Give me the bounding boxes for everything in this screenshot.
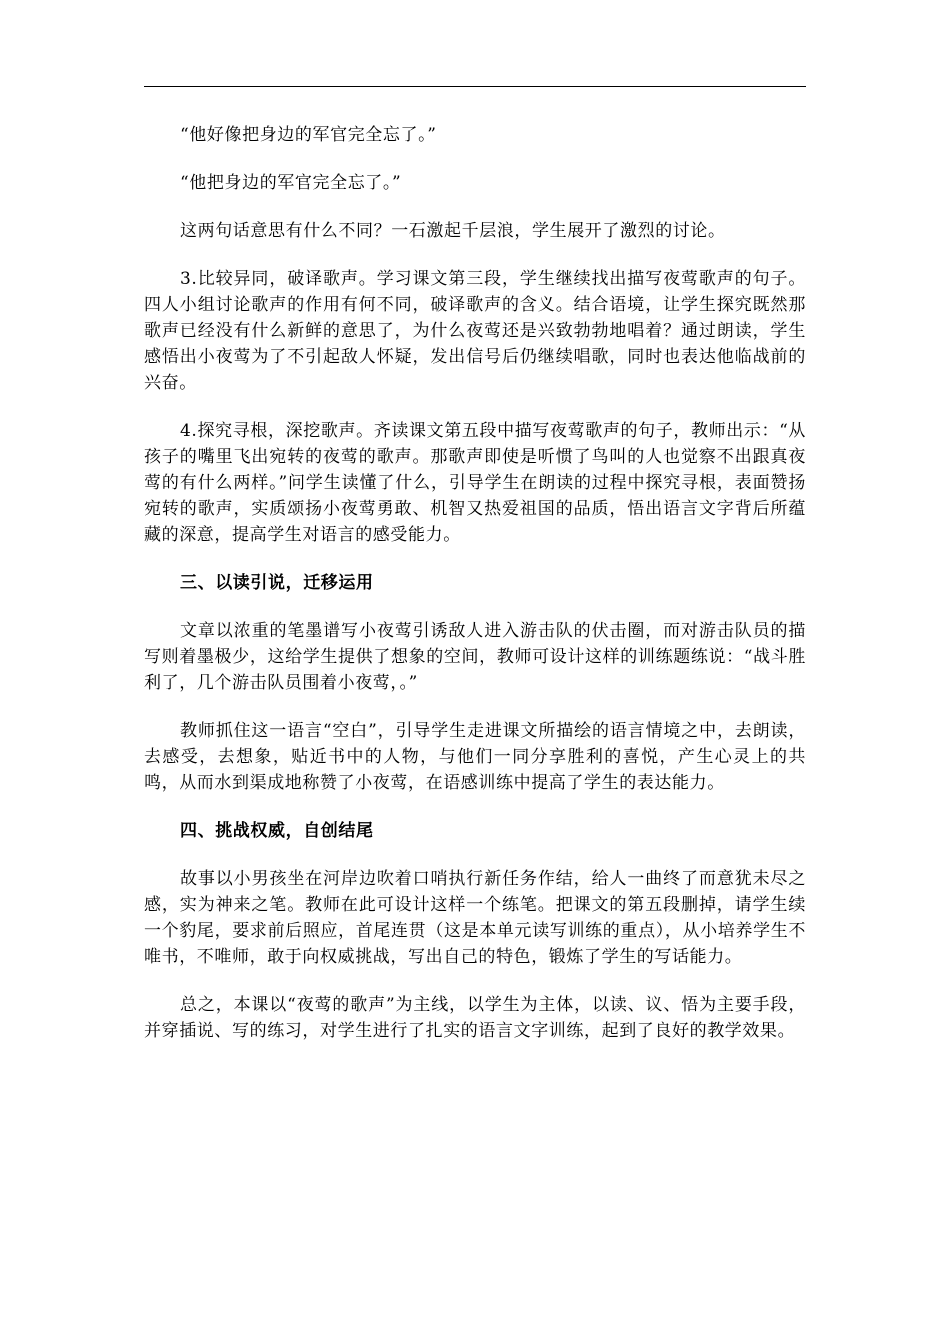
section-heading-3: 三、以读引说，迁移运用 [180,573,374,593]
quote-without-seems: “他把身边的军官完全忘了。” [180,173,402,193]
document-body [144,122,806,1066]
section-heading-4: 四、挑战权威，自创结尾 [180,821,374,841]
paragraph-step-3: 3.比较异同，破译歌声。学习课文第三段，学生继续找出描写夜莺歌声的句子。四人小组讨论歌声的作用有何不同，破译歌声的含义。结合语境，让学生探究既然那歌声已经没有什么新鲜的意思了，为什么夜莺还是兴致勃勃地唱着？通过朗读，学生感悟出小夜莺为了不引起敌人怀疑，发出信号后仍继续唱歌，同时也表达他临战前的兴奋。 [144,269,806,393]
quote-with-seems: “他好像把身边的军官完全忘了。” [180,125,437,145]
header-rule [144,86,806,87]
paragraph-ending: 故事以小男孩坐在河岸边吹着口哨执行新任务作结，给人一曲终了而意犹未尽之感，实为神来之笔。教师在此可设计这样一个练笔。把课文的第五段删掉，请学生续一个豹尾，要求前后照应，首尾连贯（这是本单元读写训练的重点），从小培养学生不唯书，不唯师，敢于向权威挑战，写出自己的特色，锻炼了学生的写话能力。 [144,869,806,967]
paragraph-discussion: 这两句话意思有什么不同？一石激起千层浪，学生展开了激烈的讨论。 [180,221,726,241]
paragraph-imagination: 文章以浓重的笔墨谱写小夜莺引诱敌人进入游击队的伏击圈，而对游击队员的描写则着墨极少，这给学生提供了想象的空间，教师可设计这样的训练题练说：“战斗胜利了，几个游击队员围着小夜莺，。” [144,621,806,693]
paragraph-step-4: 4.探究寻根，深挖歌声。齐读课文第五段中描写夜莺歌声的句子，教师出示：“从孩子的嘴里飞出宛转的夜莺的歌声。那歌声即使是听惯了鸟叫的人也觉察不出跟真夜莺的有什么两样。”问学生读懂了什么，引导学生在朗读的过程中探究寻根，表面赞扬宛转的歌声，实质颂扬小夜莺勇敢、机智又热爱祖国的品质，悟出语言文字背后所蕴藏的深意，提高学生对语言的感受能力。 [144,421,806,545]
paragraph-blank-space: 教师抓住这一语言“空白”，引导学生走进课文所描绘的语言情境之中，去朗读，去感受，去想象，贴近书中的人物，与他们一同分享胜利的喜悦，产生心灵上的共鸣，从而水到渠成地称赞了小夜莺，在语感训练中提高了学生的表达能力。 [144,721,806,793]
paragraph-summary: 总之，本课以“夜莺的歌声”为主线，以学生为主体，以读、议、悟为主要手段，并穿插说、写的练习，对学生进行了扎实的语言文字训练，起到了良好的教学效果。 [144,995,806,1041]
